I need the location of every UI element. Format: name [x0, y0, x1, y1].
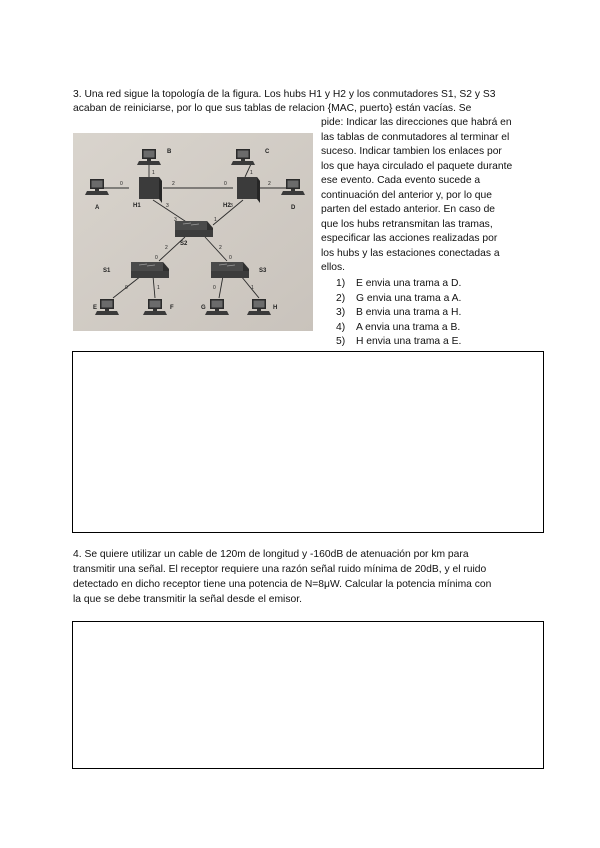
event-text: B envia una trama a H.: [356, 307, 462, 318]
q3-side-line: ellos.: [321, 262, 346, 273]
label-station-e: E: [93, 305, 98, 311]
q4-line-3: detectado en dicho receptor tiene una potencia de N=8μW. Calcular la potencia mínima con: [73, 579, 492, 590]
event-text: H envia una trama a E.: [356, 336, 462, 347]
port-label: 2: [172, 181, 175, 187]
event-item: [336, 277, 461, 292]
event-number: 3): [336, 307, 346, 318]
event-text: A envia una trama a B.: [356, 321, 461, 333]
event-item: [336, 335, 461, 350]
answer-box-q3[interactable]: [72, 351, 544, 533]
q3-side-line: suceso. Indicar tambien los enlaces por: [321, 146, 502, 157]
q3-side-line: los hubs y las estaciones conectadas a: [321, 247, 500, 259]
q3-side-line: las tablas de conmutadores al terminar el: [321, 131, 510, 143]
q3-side-line: continuación del anterior y, por lo que: [321, 189, 492, 201]
event-item: [336, 321, 461, 336]
q3-side-line: los que haya circulado el paquete durante: [321, 160, 513, 172]
switch-s2: [175, 221, 213, 237]
event-text: E envia una trama a D.: [356, 278, 462, 289]
port-label: 3: [174, 217, 177, 223]
q3-side-line: parten del estado anterior. En caso de: [321, 204, 496, 215]
port-label: 1: [250, 170, 253, 176]
event-number: 5): [336, 336, 346, 347]
port-label: 2: [219, 245, 222, 251]
label-station-h: H: [273, 305, 278, 311]
label-station-g: G: [201, 305, 206, 311]
label-s1: S1: [103, 268, 111, 274]
switch-s3: [211, 262, 249, 278]
q3-side-line: especificar las acciones realizadas por: [321, 233, 498, 244]
network-topology-figure: [73, 133, 313, 331]
label-station-b: B: [167, 149, 172, 155]
label-s2: S2: [180, 241, 188, 247]
port-label: 1: [251, 285, 254, 291]
label-h2: H2: [223, 203, 231, 209]
event-item: [336, 292, 461, 307]
port-label: 3: [166, 203, 169, 209]
topology-diagram: [73, 133, 313, 331]
port-label: 0: [155, 255, 158, 261]
label-station-c: C: [265, 149, 270, 155]
port-label: 2: [165, 245, 168, 251]
label-station-d: D: [291, 205, 296, 211]
q3-line-1: 3. Una red sigue la topología de la figura. Los hubs H1 y H2 y los conmutadores S1, S2 y S3: [73, 89, 496, 100]
label-station-f: F: [170, 305, 174, 311]
port-label: 0: [213, 285, 216, 291]
event-item: [336, 306, 461, 321]
q4-line-2: transmitir una señal. El receptor requiere una razón señal ruido mínima de 20dB, y el ruido: [73, 564, 487, 575]
answer-box-q4[interactable]: [72, 621, 544, 769]
port-label: 1: [152, 170, 155, 176]
event-text: G envia una trama a A.: [356, 292, 462, 304]
event-number: 2): [336, 292, 346, 304]
event-number: 1): [336, 278, 346, 289]
q4-line-4: la que se debe transmitir la señal desde el emisor.: [73, 594, 302, 605]
q3-side-line: que los hubs retransmitan las tramas,: [321, 218, 493, 230]
q3-line-2: acaban de reiniciarse, por lo que sus tablas de relacion {MAC, puerto} están vacías. Se: [73, 103, 472, 114]
port-label: 0: [120, 181, 123, 187]
event-number: 4): [336, 321, 346, 333]
q4-line-1: 4. Se quiere utilizar un cable de 120m de longitud y -160dB de atenuación por km para: [73, 549, 469, 560]
port-label: 0: [125, 285, 128, 291]
port-label: 3: [230, 203, 233, 209]
switch-s1: [131, 262, 169, 278]
port-label: 1: [214, 217, 217, 223]
label-h1: H1: [133, 203, 141, 209]
port-label: 2: [268, 181, 271, 187]
event-list: [336, 277, 461, 350]
q3-side-line: pide: Indicar las direcciones que habrá en: [321, 117, 512, 128]
q3-side-line: ese evento. Cada evento sucede a: [321, 175, 481, 186]
label-s3: S3: [259, 268, 267, 274]
port-label: 0: [224, 181, 227, 187]
label-station-a: A: [95, 205, 100, 211]
port-label: 1: [157, 285, 160, 291]
port-label: 0: [229, 255, 232, 261]
